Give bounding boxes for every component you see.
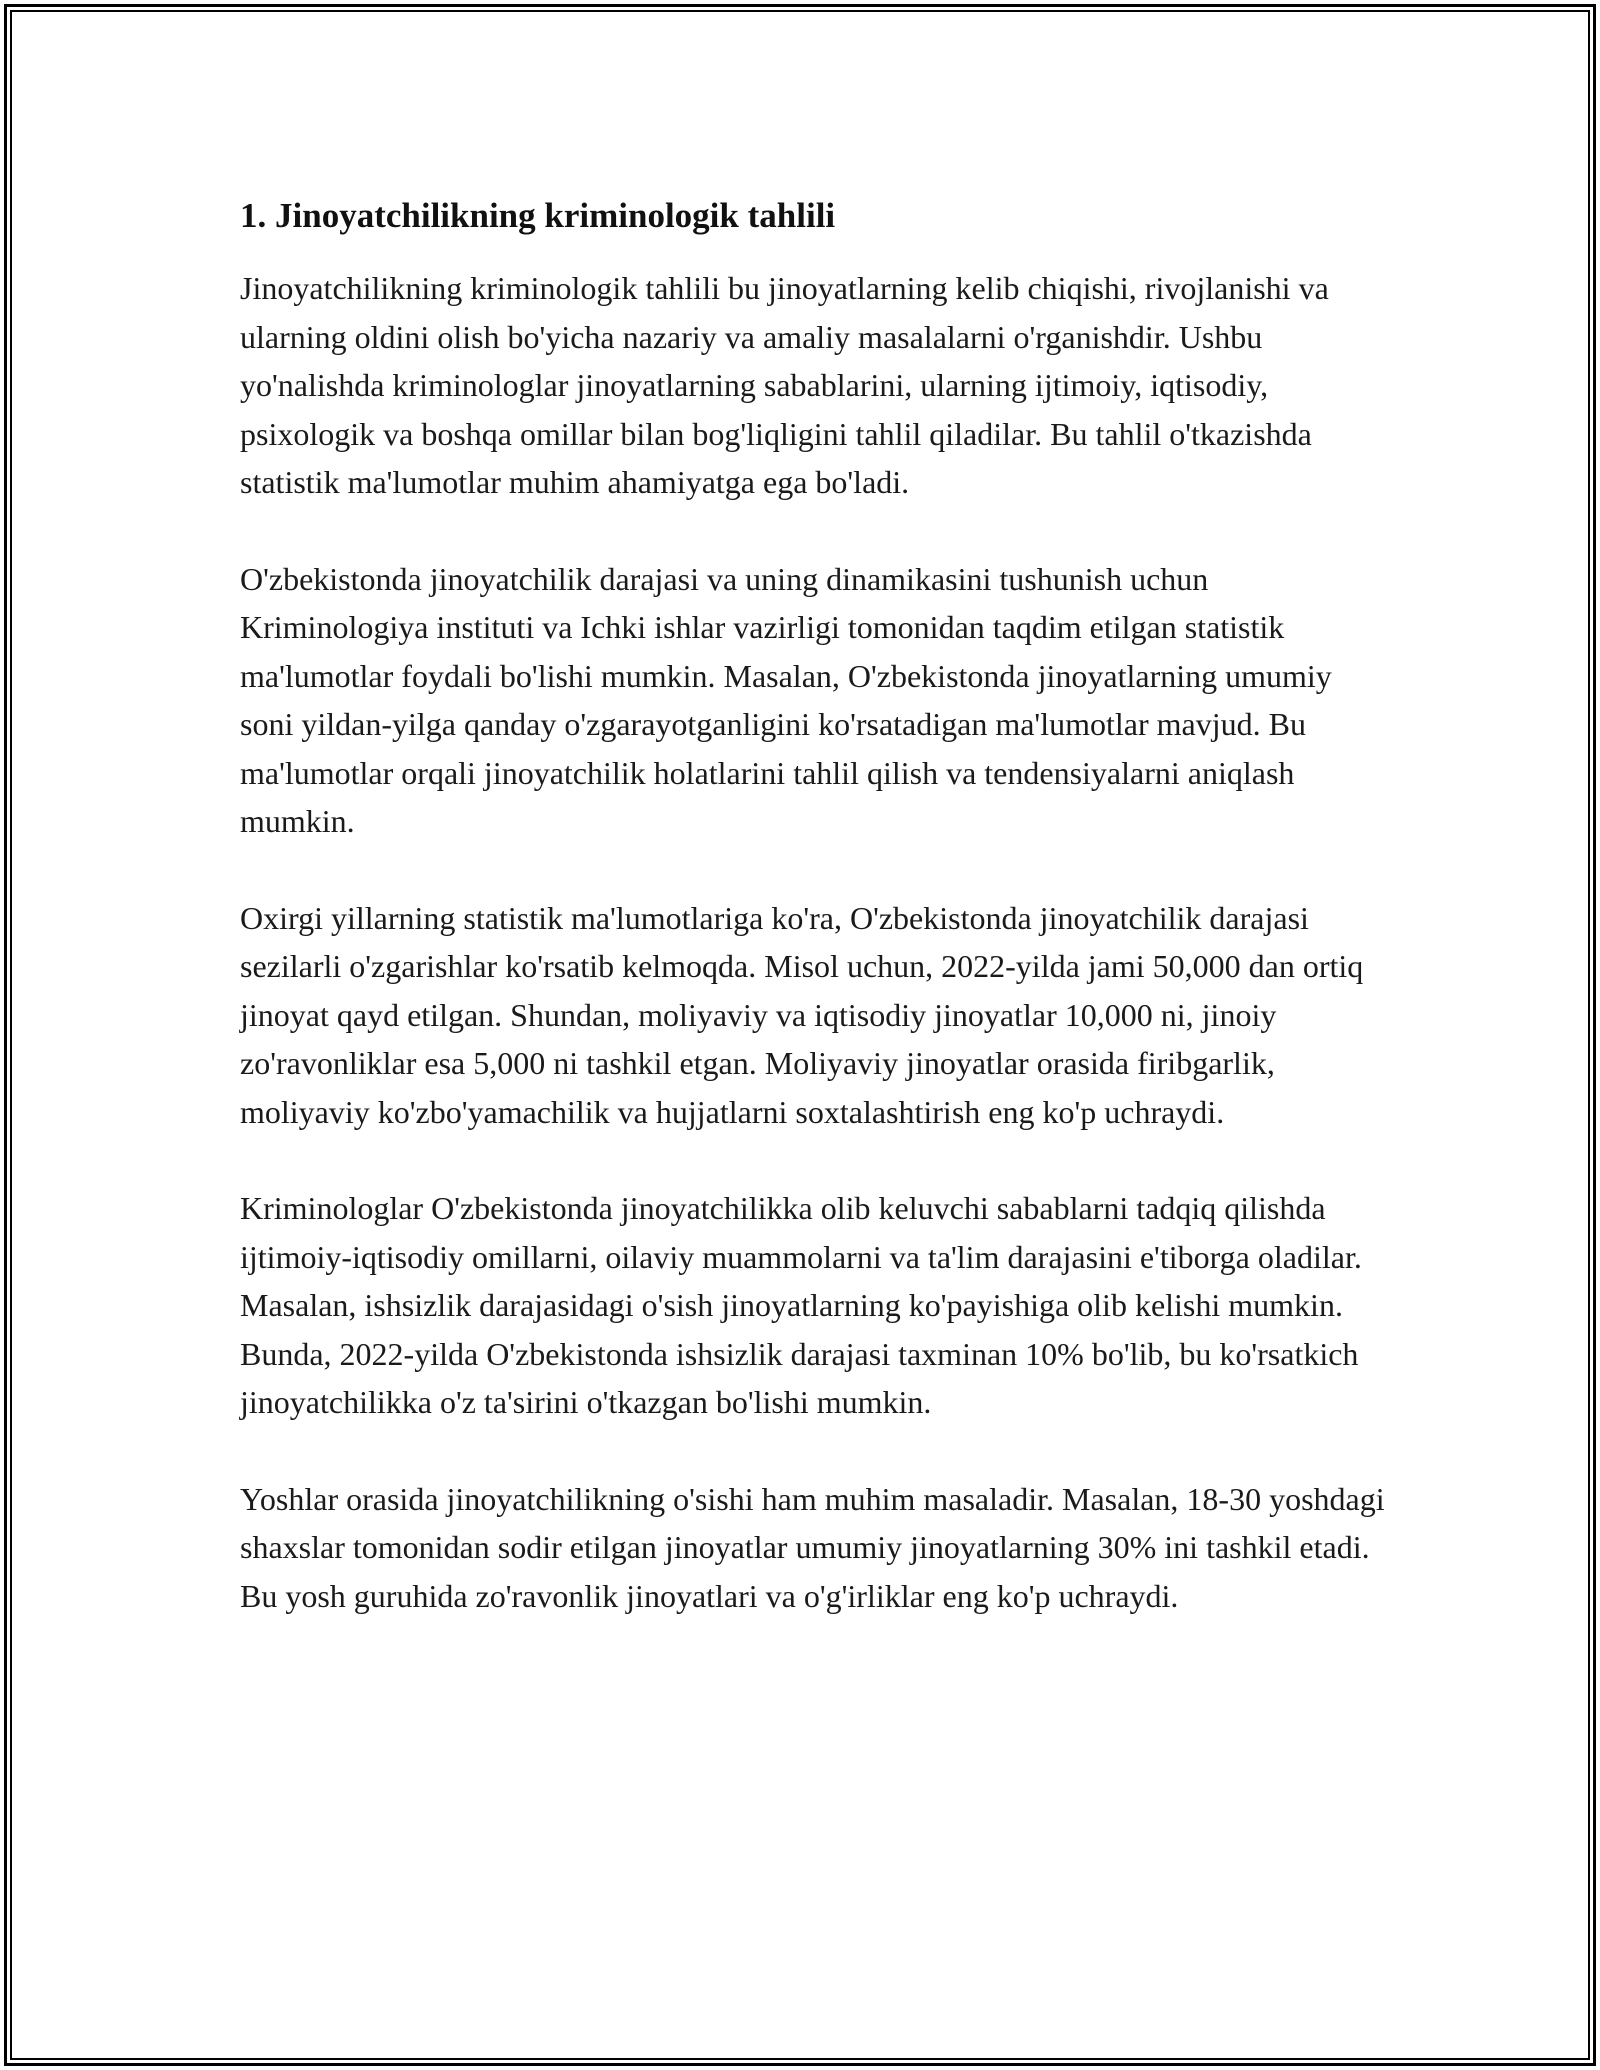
- section-heading: 1. Jinoyatchilikning kriminologik tahlili: [240, 196, 836, 235]
- page-border-inner: [10, 10, 1590, 2060]
- paragraph-2: O'zbekistonda jinoyatchilik darajasi va uning dinamikasini tushunish uchun Kriminologiya instituti va Ichki ishlar vazirligi tomonidan taqdim etilgan statistik ma'lumotlar foydali bo'lishi mumkin. Masalan, O'zbekistonda jinoyatlarning umumiy soni yildan-yilga qanday o'zgarayotganligini ko'rsatadigan ma'lumotlar mavjud. Bu ma'lumotlar orqali jinoyatchilik holatlarini tahlil qilish va tendensiyalarni aniqlash mumkin.: [240, 560, 1332, 839]
- paragraph-1: Jinoyatchilikning kriminologik tahlili bu jinoyatlarning kelib chiqishi, rivojlanishi va ularning oldini olish bo'yicha nazariy va amaliy masalalarni o'rganishdir. Ushbu yo'nalishda kriminologlar jinoyatlarning sabablarini, ularning ijtimoiy, iqtisodiy, psixologik va boshqa omillar bilan bog'liqligini tahlil qiladilar. Bu tahlil o'tkazishda statistik ma'lumotlar muhim ahamiyatga ega bo'ladi.: [240, 270, 1329, 500]
- page-border: [4, 4, 1596, 2066]
- paragraph-3: Oxirgi yillarning statistik ma'lumotlariga ko'ra, O'zbekistonda jinoyatchilik darajasi sezilarli o'zgarishlar ko'rsatib kelmoqda. Misol uchun, 2022-yilda jami 50,000 dan ortiq jinoyat qayd etilgan. Shundan, moliyaviy va iqtisodiy jinoyatlar 10,000 ni, jinoiy zo'ravonliklar esa 5,000 ni tashkil etgan. Moliyaviy jinoyatlar orasida firibgarlik, moliyaviy ko'zbo'yamachilik va hujjatlarni soxtalashtirish eng ko'p uchraydi.: [240, 899, 1364, 1130]
- paragraph-4: Kriminologlar O'zbekistonda jinoyatchilikka olib keluvchi sabablarni tadqiq qilishda ijtimoiy-iqtisodiy omillarni, oilaviy muammolarni va ta'lim darajasini e'tiborga oladilar. Masalan, ishsizlik darajasidagi o'sish jinoyatlarning ko'payishiga olib kelishi mumkin. Bunda, 2022-yilda O'zbekistonda ishsizlik darajasi taxminan 10% bo'lib, bu ko'rsatkich jinoyatchilikka o'z ta'sirini o'tkazgan bo'lishi mumkin.: [240, 1190, 1362, 1420]
- paragraph-5: Yoshlar orasida jinoyatchilikning o'sishi ham muhim masaladir. Masalan, 18-30 yoshdagi shaxslar tomonidan sodir etilgan jinoyatlar umumiy jinoyatlarning 30% ini tashkil etadi. Bu yosh guruhida zo'ravonlik jinoyatlari va o'g'irliklar eng ko'p uchraydi.: [240, 1480, 1385, 1614]
- document-body: [240, 192, 1390, 1620]
